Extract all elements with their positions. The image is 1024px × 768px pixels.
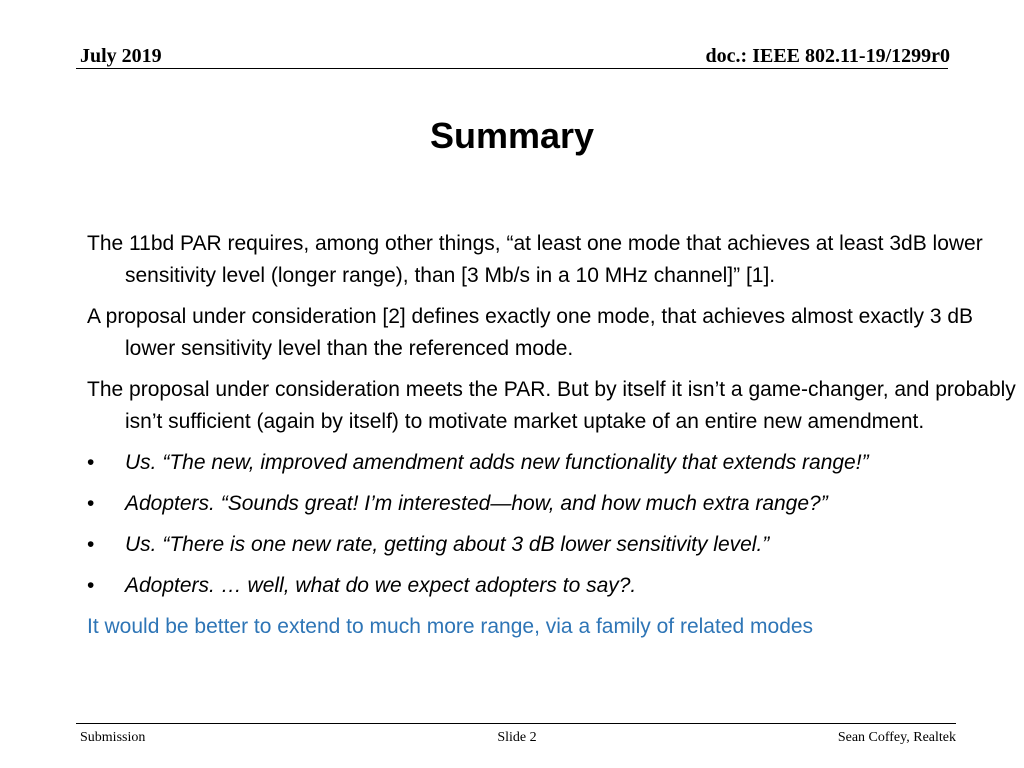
dialogue-bullet [87, 488, 1017, 520]
dialogue-bullet [87, 570, 1017, 602]
body-paragraph: The proposal under consideration meets the PAR. But by itself it isn’t a game-changer, and probably isn’t sufficient (again by itself) to motivate market uptake of an entire new amendment. [87, 378, 1016, 433]
bullet-dot-icon: • [87, 574, 95, 597]
header-doc-id: doc.: IEEE 802.11-19/1299r0 [705, 45, 950, 67]
bullet-dot-icon: • [87, 533, 95, 556]
bullet-dot-icon: • [87, 492, 95, 515]
footer-divider [76, 723, 956, 724]
dialogue-bullet [87, 447, 1017, 479]
bullet-text: Us. “There is one new rate, getting about 3 dB lower sensitivity level.” [125, 533, 770, 556]
dialogue-bullet [87, 529, 1017, 561]
conclusion-text: It would be better to extend to much more range, via a family of related modes [87, 615, 814, 638]
header-date: July 2019 [80, 45, 162, 67]
bullet-dot-icon: • [87, 451, 95, 474]
slide-title: Summary [429, 115, 595, 156]
header-divider [76, 68, 948, 69]
footer-submission: Submission [80, 730, 146, 745]
slide-body [87, 228, 1017, 643]
bullet-text: Adopters. “Sounds great! I’m interested—how, and how much extra range?” [125, 492, 828, 515]
footer-slide-number: Slide 2 [497, 730, 537, 745]
bullet-text: Us. “The new, improved amendment adds new functionality that extends range!” [125, 451, 869, 474]
bullet-text: Adopters. … well, what do we expect adopters to say?. [125, 574, 637, 597]
body-paragraph: The 11bd PAR requires, among other things, “at least one mode that achieves at least 3dB lower sensitivity level (longer range), than [3 Mb/s in a 10 MHz channel]” [1]. [87, 232, 983, 287]
body-paragraph: A proposal under consideration [2] defines exactly one mode, that achieves almost exactly 3 dB lower sensitivity level than the referenced mode. [87, 305, 974, 360]
footer-author: Sean Coffey, Realtek [837, 730, 956, 745]
